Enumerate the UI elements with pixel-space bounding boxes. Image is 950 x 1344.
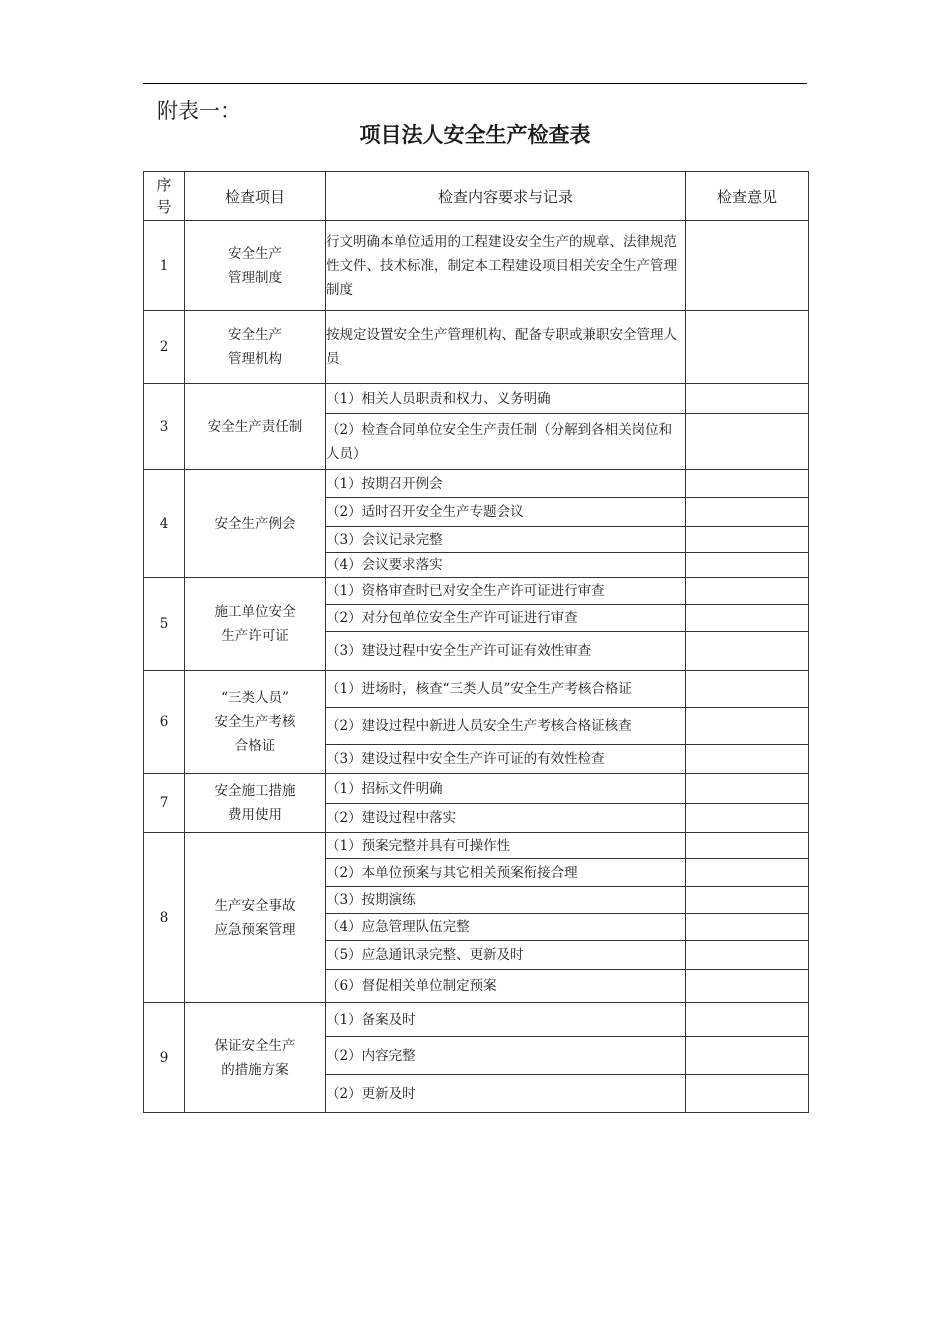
appendix-label: 附表一： xyxy=(157,99,241,123)
inspection-opinion-cell[interactable] xyxy=(686,498,809,527)
inspection-opinion-cell[interactable] xyxy=(686,311,809,384)
inspection-item-line: 施工单位安全 xyxy=(214,604,296,620)
requirement-text: （1）预案完整并具有可操作性 xyxy=(326,833,686,859)
inspection-item-line: 保证安全生产 xyxy=(214,1037,296,1054)
requirement-text: （1）按期召开例会 xyxy=(326,470,686,498)
requirement-text: （5）应急通讯录完整、更新及时 xyxy=(326,941,686,970)
inspection-item-line: 合格证 xyxy=(234,738,276,754)
inspection-opinion-cell[interactable] xyxy=(686,414,809,470)
row-seq-number: 7 xyxy=(144,774,185,833)
table-row xyxy=(144,470,809,498)
inspection-opinion-cell[interactable] xyxy=(686,527,809,553)
inspection-item-line: 管理机构 xyxy=(228,351,282,367)
requirement-text: （2）更新及时 xyxy=(326,1075,686,1113)
inspection-item xyxy=(185,671,326,774)
inspection-opinion-cell[interactable] xyxy=(686,221,809,311)
requirement-text: （1）相关人员职责和权力、义务明确 xyxy=(326,384,686,414)
inspection-opinion-cell[interactable] xyxy=(686,1003,809,1037)
inspection-opinion-cell[interactable] xyxy=(686,553,809,578)
inspection-item-line: 安全生产 xyxy=(228,327,282,343)
column-header-requirements: 检查内容要求与记录 xyxy=(326,172,686,221)
requirement-text: （4）应急管理队伍完整 xyxy=(326,914,686,941)
inspection-item xyxy=(185,221,326,311)
requirement-text: （2）检查合同单位安全生产责任制（分解到各相关岗位和人员） xyxy=(326,414,686,470)
inspection-item xyxy=(185,833,326,1003)
inspection-item-line: 安全施工措施 xyxy=(214,783,296,799)
requirement-text: （1）资格审查时已对安全生产许可证进行审查 xyxy=(326,578,686,605)
table-row xyxy=(144,1003,809,1037)
inspection-opinion-cell[interactable] xyxy=(686,970,809,1003)
inspection-table xyxy=(143,171,809,1113)
table-row xyxy=(144,578,809,605)
inspection-item-line: 安全生产例会 xyxy=(214,515,296,532)
table-row xyxy=(144,774,809,804)
requirement-text: 按规定设置安全生产管理机构、配备专职或兼职安全管理人员 xyxy=(326,311,686,384)
inspection-opinion-cell[interactable] xyxy=(686,887,809,914)
inspection-opinion-cell[interactable] xyxy=(686,833,809,859)
table-row xyxy=(144,671,809,708)
inspection-item-line: “三类人员” xyxy=(221,690,289,706)
requirement-text: （2）建设过程中落实 xyxy=(326,804,686,833)
inspection-item-line: 生产安全事故 xyxy=(214,897,296,914)
inspection-opinion-cell[interactable] xyxy=(686,745,809,774)
requirement-text: （2）建设过程中新进人员安全生产考核合格证核查 xyxy=(326,708,686,745)
requirement-text: （1）进场时，核查“三类人员”安全生产考核合格证 xyxy=(326,671,686,708)
table-header-row xyxy=(144,172,809,221)
inspection-opinion-cell[interactable] xyxy=(686,774,809,804)
inspection-table-body xyxy=(144,172,809,1113)
requirement-text: （3）建设过程中安全生产许可证的有效性检查 xyxy=(326,745,686,774)
inspection-opinion-cell[interactable] xyxy=(686,1037,809,1075)
inspection-item-line: 的措施方案 xyxy=(221,1061,289,1078)
requirement-text: （3）建设过程中安全生产许可证有效性审查 xyxy=(326,632,686,671)
inspection-opinion-cell[interactable] xyxy=(686,708,809,745)
inspection-item xyxy=(185,774,326,833)
inspection-item xyxy=(185,578,326,671)
requirement-text: （3）按期演练 xyxy=(326,887,686,914)
inspection-item xyxy=(185,384,326,470)
row-seq-number: 4 xyxy=(144,470,185,578)
inspection-item xyxy=(185,1003,326,1113)
inspection-item-line: 安全生产 xyxy=(228,245,282,262)
inspection-opinion-cell[interactable] xyxy=(686,384,809,414)
requirement-text: （4）会议要求落实 xyxy=(326,553,686,578)
inspection-item-line: 管理制度 xyxy=(228,269,282,286)
table-row xyxy=(144,384,809,414)
requirement-text: （2）对分包单位安全生产许可证进行审查 xyxy=(326,605,686,632)
row-seq-number: 2 xyxy=(144,311,185,384)
row-seq-number: 9 xyxy=(144,1003,185,1113)
requirement-text: （1）备案及时 xyxy=(326,1003,686,1037)
inspection-opinion-cell[interactable] xyxy=(686,1075,809,1113)
inspection-opinion-cell[interactable] xyxy=(686,578,809,605)
inspection-opinion-cell[interactable] xyxy=(686,605,809,632)
requirement-text: （6）督促相关单位制定预案 xyxy=(326,970,686,1003)
row-seq-number: 5 xyxy=(144,578,185,671)
requirement-text: （1）招标文件明确 xyxy=(326,774,686,804)
row-seq-number: 3 xyxy=(144,384,185,470)
requirement-text: （3）会议记录完整 xyxy=(326,527,686,553)
inspection-item-line: 安全生产责任制 xyxy=(207,418,303,435)
column-header-seq: 序 号 xyxy=(144,172,185,221)
row-seq-number: 1 xyxy=(144,221,185,311)
requirement-text: （2）本单位预案与其它相关预案衔接合理 xyxy=(326,859,686,887)
requirement-text: 行文明确本单位适用的工程建设安全生产的规章、法律规范性文件、技术标准，制定本工程建设项目相关安全生产管理制度 xyxy=(326,221,686,311)
header-rule xyxy=(143,83,807,84)
inspection-item-line: 应急预案管理 xyxy=(214,921,296,938)
column-header-item: 检查项目 xyxy=(185,172,326,221)
inspection-item-line: 生产许可证 xyxy=(221,628,289,644)
table-row xyxy=(144,311,809,384)
requirement-text: （2）内容完整 xyxy=(326,1037,686,1075)
table-row xyxy=(144,221,809,311)
inspection-item xyxy=(185,311,326,384)
inspection-opinion-cell[interactable] xyxy=(686,671,809,708)
inspection-opinion-cell[interactable] xyxy=(686,914,809,941)
page-title: 项目法人安全生产检查表 xyxy=(359,122,591,147)
inspection-opinion-cell[interactable] xyxy=(686,941,809,970)
inspection-item xyxy=(185,470,326,578)
inspection-opinion-cell[interactable] xyxy=(686,470,809,498)
inspection-opinion-cell[interactable] xyxy=(686,632,809,671)
row-seq-number: 6 xyxy=(144,671,185,774)
requirement-text: （2）适时召开安全生产专题会议 xyxy=(326,498,686,527)
inspection-opinion-cell[interactable] xyxy=(686,859,809,887)
inspection-item-line: 安全生产考核 xyxy=(214,714,296,730)
inspection-opinion-cell[interactable] xyxy=(686,804,809,833)
row-seq-number: 8 xyxy=(144,833,185,1003)
table-row xyxy=(144,833,809,859)
column-header-opinion: 检查意见 xyxy=(686,172,809,221)
inspection-item-line: 费用使用 xyxy=(228,807,282,823)
